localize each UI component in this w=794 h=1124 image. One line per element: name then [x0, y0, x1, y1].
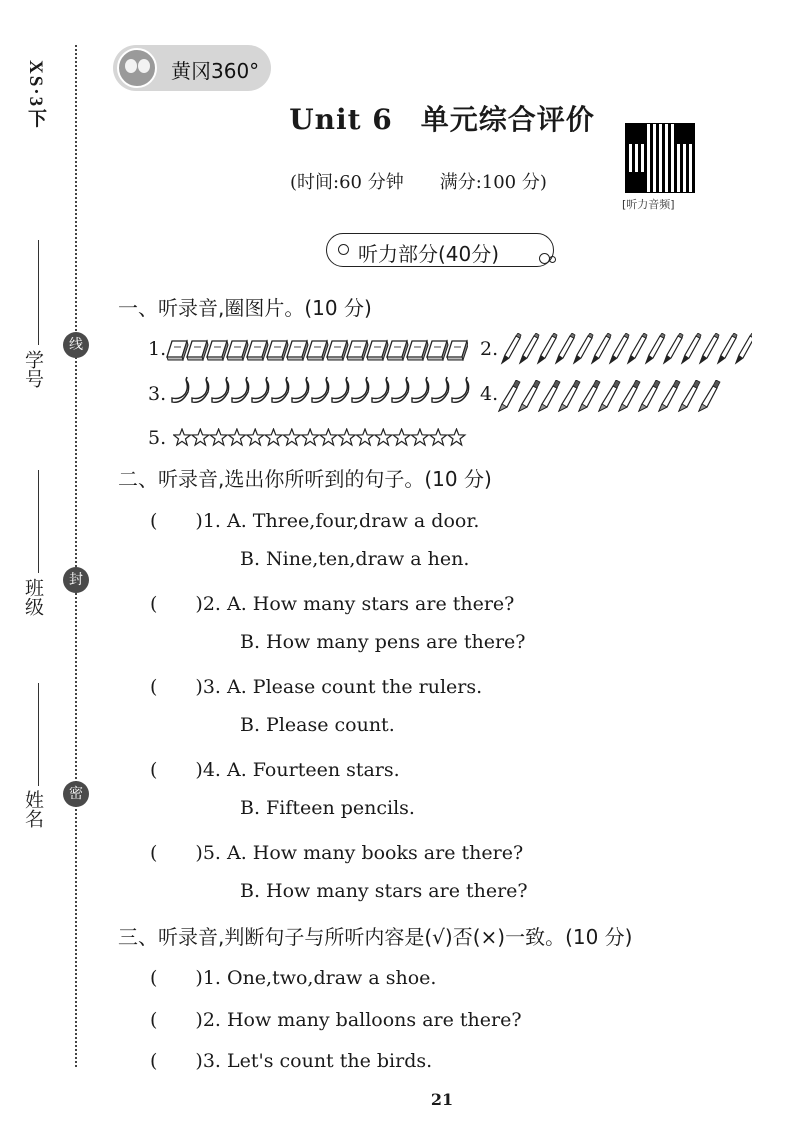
item-1-num: 1.	[148, 338, 167, 360]
pen-icon[interactable]	[496, 380, 728, 414]
section-2-title: 二、听录音,选出你所听到的句子。(10 分)	[118, 467, 492, 491]
q2-5-option-a[interactable]: ( )5. A. How many books are there?	[150, 842, 524, 864]
item-5-num: 5.	[148, 427, 167, 449]
pen-row	[496, 380, 728, 414]
class-field[interactable]	[38, 470, 39, 573]
qr-code-icon[interactable]	[626, 124, 694, 192]
book-row	[166, 337, 468, 361]
q2-3-option-b[interactable]: B. Please count.	[240, 714, 395, 736]
unit-title: 单元综合评价	[420, 103, 595, 136]
q2-1-option-a[interactable]: ( )1. A. Three,four,draw a door.	[150, 510, 480, 532]
student-no-label: 学号	[22, 350, 44, 388]
listening-header: 听力部分(40分)	[358, 242, 500, 266]
class-label: 班级	[22, 578, 44, 616]
seal-secret-badge: 密	[63, 781, 89, 807]
brand-name: 黄冈360°	[171, 59, 260, 83]
q2-1-option-b[interactable]: B. Nine,ten,draw a hen.	[240, 548, 470, 570]
banana-icon[interactable]	[168, 376, 470, 410]
q2-2-option-b[interactable]: B. How many pens are there?	[240, 631, 526, 653]
item-2-num: 2.	[480, 338, 499, 360]
time-info: (时间:60 分钟 满分:100 分)	[290, 172, 547, 193]
q2-4-option-a[interactable]: ( )4. A. Fourteen stars.	[150, 759, 400, 781]
brand-logo-icon	[117, 48, 157, 88]
q3-3[interactable]: ( )3. Let's count the birds.	[150, 1050, 433, 1072]
section-3-title: 三、听录音,判断句子与所听内容是(√)否(×)一致。(10 分)	[118, 925, 633, 949]
pencil-row	[500, 333, 752, 367]
q3-1[interactable]: ( )1. One,two,draw a shoe.	[150, 967, 437, 989]
q2-2-option-a[interactable]: ( )2. A. How many stars are there?	[150, 593, 515, 615]
q2-5-option-b[interactable]: B. How many stars are there?	[240, 880, 528, 902]
seal-line-badge: 线	[63, 332, 89, 358]
name-field[interactable]	[38, 683, 39, 786]
ring-decoration-icon	[549, 256, 556, 263]
seal-seal-badge: 封	[63, 567, 89, 593]
pencil-icon[interactable]	[500, 333, 752, 367]
unit-label: Unit 6	[289, 103, 393, 136]
section-1-title: 一、听录音,圈图片。(10 分)	[118, 296, 372, 320]
qr-label: [听力音频]	[622, 198, 675, 211]
book-icon[interactable]	[166, 337, 468, 361]
banana-row	[168, 376, 470, 410]
q2-4-option-b[interactable]: B. Fifteen pencils.	[240, 797, 415, 819]
star-row	[173, 428, 469, 448]
student-no-field[interactable]	[38, 240, 39, 345]
binding-dotted-line	[75, 45, 77, 1067]
series-label: XS·3下	[25, 60, 46, 130]
brand-badge	[113, 45, 271, 91]
item-3-num: 3.	[148, 383, 167, 405]
item-4-num: 4.	[480, 383, 499, 405]
q3-2[interactable]: ( )2. How many balloons are there?	[150, 1009, 522, 1031]
name-label: 姓名	[22, 790, 44, 828]
star-icon[interactable]	[173, 428, 469, 448]
q2-3-option-a[interactable]: ( )3. A. Please count the rulers.	[150, 676, 483, 698]
ring-decoration-icon	[338, 244, 349, 255]
page-number: 21	[430, 1090, 454, 1109]
